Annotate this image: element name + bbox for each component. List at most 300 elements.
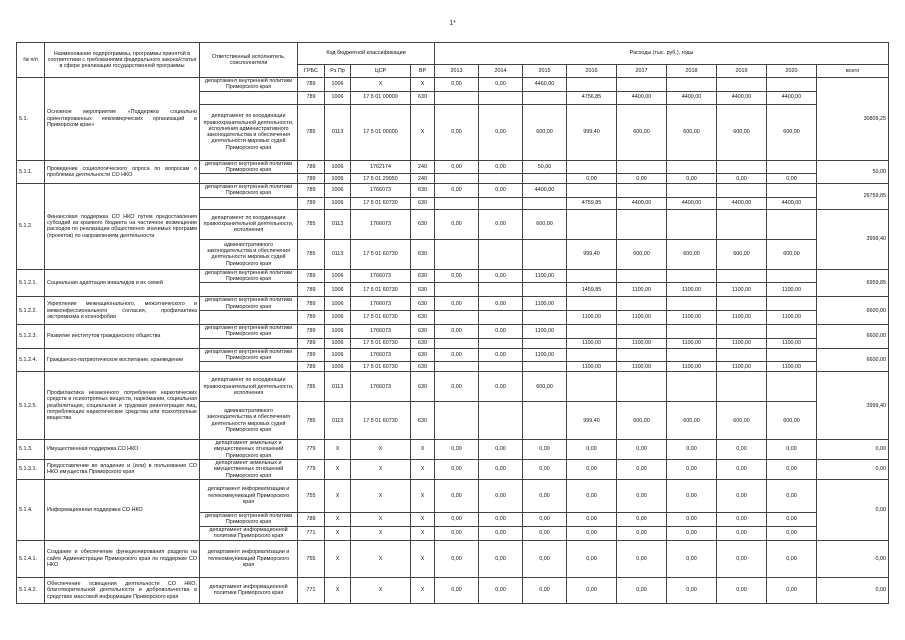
value-cell: 0,00 [479, 348, 523, 362]
value-cell [523, 402, 567, 440]
executor-cell: департамент внутренней политики Приморского края [200, 269, 298, 283]
value-cell [617, 160, 667, 174]
vr-cell: 240 [411, 174, 435, 184]
row-name: Создание и обеспечение функционирования раздела на сайте Администрации Приморского края по поддержке СО НКО [45, 540, 200, 577]
value-cell [567, 269, 617, 283]
grbs-cell: 771 [298, 577, 325, 603]
vr-cell: Х [411, 540, 435, 577]
vr-cell: Х [411, 479, 435, 512]
value-cell [479, 283, 523, 297]
grbs-cell: 789 [298, 283, 325, 297]
value-cell [667, 209, 717, 239]
vr-cell: Х [411, 460, 435, 480]
value-cell: 1100,00 [667, 283, 717, 297]
value-cell [717, 269, 767, 283]
table-row [17, 372, 889, 402]
csr-cell: 1766073 [351, 348, 411, 362]
value-cell: 1100,00 [767, 338, 817, 348]
row-number: 5.1.2. [17, 184, 45, 270]
grbs-cell: 789 [298, 91, 325, 104]
executor-cell: административного законодательства и обеспечения деятельности мировых судей Приморского края [200, 239, 298, 269]
header-year: 2020 [767, 65, 817, 78]
value-cell: 0,00 [617, 479, 667, 512]
csr-cell: 1766073 [351, 297, 411, 311]
csr-cell: Х [351, 577, 411, 603]
value-cell: 1100,00 [667, 362, 717, 372]
value-cell [479, 310, 523, 324]
rzpr-cell: 0113 [325, 402, 351, 440]
value-cell: 0,00 [567, 460, 617, 480]
value-cell: 600,00 [617, 402, 667, 440]
rzpr-cell: 1006 [325, 283, 351, 297]
value-cell [479, 402, 523, 440]
row-name: Финансовая поддержка СО НКО путем предоставления субсидий из краевого бюджета на частичное возмещение расходов по реализации общественно значимых программ (проектов) по направлениям деятельности [45, 184, 200, 270]
vr-cell: 630 [411, 269, 435, 283]
value-cell [717, 297, 767, 311]
value-cell: 999,40 [567, 239, 617, 269]
value-cell: 0,00 [767, 512, 817, 526]
value-cell: 600,00 [717, 402, 767, 440]
value-cell: 0,00 [479, 372, 523, 402]
grbs-cell: 785 [298, 239, 325, 269]
value-cell: 0,00 [479, 512, 523, 526]
executor-cell: департамент информационной политики Приморского края [200, 526, 298, 540]
value-cell [523, 239, 567, 269]
row-number: 5.1.2.3. [17, 324, 45, 348]
vr-cell: 630 [411, 362, 435, 372]
total-cell: 0,00 [817, 440, 889, 460]
value-cell: 4400,00 [667, 91, 717, 104]
value-cell: 0,00 [617, 460, 667, 480]
value-cell: 0,00 [435, 540, 479, 577]
grbs-cell: 789 [298, 310, 325, 324]
rzpr-cell: 1006 [325, 310, 351, 324]
value-cell: 1100,00 [717, 338, 767, 348]
value-cell: 600,00 [523, 104, 567, 160]
csr-cell: 1766073 [351, 372, 411, 402]
row-number: 5.1.1. [17, 160, 45, 184]
value-cell: 0,00 [435, 269, 479, 283]
vr-cell: Х [411, 440, 435, 460]
executor-cell: департамент внутренней политики Приморского края [200, 78, 298, 92]
value-cell: 0,00 [479, 577, 523, 603]
grbs-cell: 789 [298, 362, 325, 372]
table-row [17, 160, 889, 174]
value-cell: 4400,00 [717, 197, 767, 209]
grbs-cell: 789 [298, 160, 325, 174]
value-cell [435, 174, 479, 184]
total-cell: 0,00 [817, 479, 889, 540]
row-number: 5.1.4.2. [17, 577, 45, 603]
value-cell [435, 402, 479, 440]
value-cell [479, 174, 523, 184]
header-year: 2018 [667, 65, 717, 78]
executor-cell: департамент внутренней политики Приморского края [200, 184, 298, 198]
value-cell: 1100,00 [523, 348, 567, 362]
value-cell [479, 239, 523, 269]
budget-table [16, 42, 889, 604]
value-cell [479, 91, 523, 104]
value-cell: 0,00 [479, 540, 523, 577]
rzpr-cell: 1006 [325, 297, 351, 311]
value-cell: 1100,00 [717, 310, 767, 324]
csr-cell: 17 5 01 60730 [351, 362, 411, 372]
value-cell [523, 310, 567, 324]
value-cell: 0,00 [617, 174, 667, 184]
rzpr-cell: 1006 [325, 78, 351, 92]
value-cell: 0,00 [479, 526, 523, 540]
row-name: Проведение социологического опроса по вопросам о проблемах деятельности СО НКО [45, 160, 200, 184]
value-cell [717, 372, 767, 402]
header-rzpr: Рз Пр [325, 65, 351, 78]
value-cell: 0,00 [435, 297, 479, 311]
executor-cell: департамент информатизации и телекоммуникаций Приморского края [200, 479, 298, 512]
total-cell: 3999,40 [817, 209, 889, 269]
value-cell: 600,00 [667, 239, 717, 269]
rzpr-cell: Х [325, 540, 351, 577]
value-cell: 600,00 [617, 104, 667, 160]
value-cell: 1100,00 [667, 310, 717, 324]
value-cell: 0,00 [435, 324, 479, 338]
executor-cell: департамент внутренней политики Приморского края [200, 324, 298, 338]
executor-cell: департамент по координации правоохранительной деятельности, исполнения [200, 372, 298, 402]
vr-cell: 630 [411, 402, 435, 440]
value-cell: 0,00 [523, 512, 567, 526]
header-kbk: Код бюджетной классификации [298, 43, 435, 65]
value-cell: 0,00 [479, 104, 523, 160]
row-name: Обеспечение освещения деятельности СО НКО, благотворительной деятельности и добровольчества в средствах массовой информации Приморского края [45, 577, 200, 603]
value-cell [767, 297, 817, 311]
value-cell: 1459,85 [567, 283, 617, 297]
value-cell: 600,00 [717, 104, 767, 160]
value-cell [567, 160, 617, 174]
value-cell: 1100,00 [523, 269, 567, 283]
rzpr-cell: Х [325, 479, 351, 512]
value-cell: 0,00 [667, 440, 717, 460]
row-name: Укрепление межнационального, межэтнического и межконфессионального согласия, профилактика экстремизма и ксенофобии [45, 297, 200, 325]
total-cell: 3999,40 [817, 372, 889, 440]
value-cell [523, 174, 567, 184]
value-cell [435, 310, 479, 324]
row-name: Предоставление во владение и (или) в пользование СО НКО имущества Приморского края [45, 460, 200, 480]
grbs-cell: 785 [298, 372, 325, 402]
value-cell: 0,00 [567, 440, 617, 460]
executor-cell: департамент по координации правоохранительной деятельности, исполнения административного законодательства и обеспечения деятельности мировых судей Приморского края [200, 104, 298, 160]
value-cell [567, 209, 617, 239]
value-cell: 0,00 [435, 479, 479, 512]
csr-cell: 17 5 01 60730 [351, 310, 411, 324]
value-cell [523, 197, 567, 209]
csr-cell: 1762174 [351, 160, 411, 174]
value-cell [617, 348, 667, 362]
csr-cell: 17 5 01 00000 [351, 104, 411, 160]
value-cell: 0,00 [717, 512, 767, 526]
grbs-cell: 755 [298, 540, 325, 577]
value-cell [667, 78, 717, 92]
value-cell: 0,00 [435, 78, 479, 92]
value-cell: 0,00 [617, 577, 667, 603]
value-cell: 1100,00 [523, 297, 567, 311]
executor-cell: департамент внутренней политики Приморского края [200, 512, 298, 526]
rzpr-cell: 1006 [325, 362, 351, 372]
total-cell: 26759,85 [817, 184, 889, 210]
executor-cell: административного законодательства и обеспечения деятельности мировых судей Приморского края [200, 402, 298, 440]
value-cell: 1100,00 [617, 338, 667, 348]
value-cell: 0,00 [435, 372, 479, 402]
value-cell [435, 91, 479, 104]
header-vr: ВР [411, 65, 435, 78]
executor-cell: департамент внутренней политики Приморского края [200, 160, 298, 174]
value-cell [617, 209, 667, 239]
value-cell: 0,00 [435, 512, 479, 526]
total-cell: 0,00 [817, 460, 889, 480]
rzpr-cell: Х [325, 512, 351, 526]
csr-cell: 17 5 01 60730 [351, 283, 411, 297]
value-cell [479, 197, 523, 209]
rzpr-cell: 1006 [325, 269, 351, 283]
value-cell: 0,00 [567, 174, 617, 184]
executor-cell [200, 338, 298, 348]
vr-cell: 630 [411, 209, 435, 239]
header-total: всего [817, 65, 889, 78]
rzpr-cell: 1006 [325, 324, 351, 338]
executor-cell: департамент по координации правоохранительной деятельности, исполнения [200, 209, 298, 239]
value-cell [523, 91, 567, 104]
value-cell: 4400,00 [767, 197, 817, 209]
value-cell: 0,00 [435, 577, 479, 603]
value-cell [479, 338, 523, 348]
value-cell: 1100,00 [567, 338, 617, 348]
vr-cell: Х [411, 577, 435, 603]
header-year: 2014 [479, 65, 523, 78]
csr-cell: Х [351, 440, 411, 460]
value-cell: 1100,00 [617, 310, 667, 324]
rzpr-cell: Х [325, 526, 351, 540]
vr-cell: 630 [411, 348, 435, 362]
table-row [17, 297, 889, 311]
grbs-cell: 771 [298, 526, 325, 540]
value-cell: 1100,00 [767, 283, 817, 297]
value-cell [667, 372, 717, 402]
value-cell [667, 269, 717, 283]
value-cell: 0,00 [567, 512, 617, 526]
grbs-cell: 789 [298, 512, 325, 526]
value-cell [767, 372, 817, 402]
value-cell: 0,00 [479, 297, 523, 311]
total-cell: 0,00 [817, 577, 889, 603]
value-cell [767, 184, 817, 198]
value-cell: 999,40 [567, 104, 617, 160]
value-cell: 1100,00 [717, 362, 767, 372]
grbs-cell: 755 [298, 479, 325, 512]
value-cell: 0,00 [479, 78, 523, 92]
vr-cell: 240 [411, 160, 435, 174]
row-name: Информационная поддержка СО НКО [45, 479, 200, 540]
vr-cell: 630 [411, 372, 435, 402]
header-year: 2019 [717, 65, 767, 78]
value-cell: 0,00 [767, 460, 817, 480]
header-num: № п/п [17, 43, 45, 78]
value-cell: 4400,00 [717, 91, 767, 104]
value-cell: 1100,00 [767, 310, 817, 324]
value-cell: 600,00 [617, 239, 667, 269]
value-cell: 0,00 [667, 540, 717, 577]
csr-cell: 17 5 01 60730 [351, 239, 411, 269]
total-cell: 6600,00 [817, 324, 889, 348]
csr-cell: 17 5 01 60730 [351, 197, 411, 209]
executor-cell [200, 310, 298, 324]
value-cell: 0,00 [767, 526, 817, 540]
row-number: 5.1.2.2. [17, 297, 45, 325]
table-row [17, 269, 889, 283]
header-csr: ЦСР [351, 65, 411, 78]
grbs-cell: 789 [298, 338, 325, 348]
value-cell: 0,00 [435, 209, 479, 239]
value-cell: 4400,00 [767, 91, 817, 104]
value-cell [717, 209, 767, 239]
csr-cell: 1766073 [351, 324, 411, 338]
value-cell: 4400,00 [617, 91, 667, 104]
value-cell: 0,00 [523, 440, 567, 460]
value-cell: 0,00 [767, 440, 817, 460]
value-cell [617, 297, 667, 311]
value-cell [435, 338, 479, 348]
value-cell: 0,00 [435, 460, 479, 480]
executor-cell [200, 91, 298, 104]
vr-cell: 630 [411, 197, 435, 209]
value-cell: 600,00 [667, 402, 717, 440]
executor-cell: департамент внутренней политики Приморского края [200, 297, 298, 311]
value-cell: 4400,00 [617, 197, 667, 209]
rzpr-cell: 1006 [325, 160, 351, 174]
row-number: 5.1.2.5. [17, 372, 45, 440]
row-number: 5.1.4.1. [17, 540, 45, 577]
rzpr-cell: 0113 [325, 104, 351, 160]
row-name: Профилактика незаконного потребления наркотических средств и психотропных веществ, наркомании, социальная реабилитация, социальная и трудовая реинтеграция лиц, потребляющих наркотические средства или психотропные вещества [45, 372, 200, 440]
value-cell: 0,00 [667, 512, 717, 526]
header-year: 2013 [435, 65, 479, 78]
value-cell [667, 160, 717, 174]
value-cell [717, 324, 767, 338]
value-cell [567, 78, 617, 92]
vr-cell: 630 [411, 283, 435, 297]
value-cell [767, 324, 817, 338]
value-cell: 0,00 [435, 160, 479, 174]
value-cell [617, 372, 667, 402]
total-cell: 6600,00 [817, 348, 889, 372]
value-cell: 0,00 [435, 348, 479, 362]
value-cell: 1100,00 [567, 310, 617, 324]
value-cell [567, 324, 617, 338]
csr-cell: 1766073 [351, 269, 411, 283]
value-cell: 0,00 [717, 460, 767, 480]
executor-cell: департамент информационной политики Приморского края [200, 577, 298, 603]
table-row [17, 440, 889, 460]
value-cell: 1100,00 [617, 362, 667, 372]
value-cell: 0,00 [567, 526, 617, 540]
header-executor: Ответственный исполнитель, соисполнители [200, 43, 298, 78]
value-cell [435, 197, 479, 209]
table-row [17, 348, 889, 362]
csr-cell: 17 5 01 29950 [351, 174, 411, 184]
csr-cell: 17 5 01 60730 [351, 402, 411, 440]
csr-cell: Х [351, 540, 411, 577]
vr-cell: Х [411, 526, 435, 540]
csr-cell: Х [351, 78, 411, 92]
value-cell: 1100,00 [767, 362, 817, 372]
value-cell: 600,00 [523, 372, 567, 402]
value-cell [523, 362, 567, 372]
value-cell: 1100,00 [667, 338, 717, 348]
csr-cell: 1766073 [351, 184, 411, 198]
value-cell: 0,00 [767, 174, 817, 184]
value-cell [667, 348, 717, 362]
value-cell [767, 160, 817, 174]
grbs-cell: 789 [298, 197, 325, 209]
value-cell [617, 269, 667, 283]
grbs-cell: 789 [298, 348, 325, 362]
rzpr-cell: 0113 [325, 209, 351, 239]
value-cell: 600,00 [767, 104, 817, 160]
grbs-cell: 785 [298, 104, 325, 160]
rzpr-cell: Х [325, 460, 351, 480]
executor-cell [200, 283, 298, 297]
header-name: Наименование подпрограммы, программы принятой в соответствии с требованиями федерального закона/статья в сфере реализации государственной программы [45, 43, 200, 78]
table-row [17, 460, 889, 480]
value-cell: 600,00 [767, 239, 817, 269]
value-cell: 0,00 [767, 540, 817, 577]
value-cell: 0,00 [479, 324, 523, 338]
table-row [17, 540, 889, 577]
value-cell [667, 324, 717, 338]
grbs-cell: 789 [298, 324, 325, 338]
row-name: Гражданско-патриотическое воспитание, краеведение [45, 348, 200, 372]
csr-cell: Х [351, 526, 411, 540]
value-cell [667, 184, 717, 198]
executor-cell: департамент земельных и имущественных отношений Приморского края [200, 440, 298, 460]
table-row [17, 479, 889, 512]
value-cell: 0,00 [435, 184, 479, 198]
total-cell: 6600,00 [817, 297, 889, 325]
value-cell [567, 348, 617, 362]
row-number: 5.1.2.4. [17, 348, 45, 372]
value-cell [717, 160, 767, 174]
value-cell [567, 372, 617, 402]
value-cell: 0,00 [479, 440, 523, 460]
row-name: Имущественная поддержка СО НКО [45, 440, 200, 460]
header-year: 2015 [523, 65, 567, 78]
value-cell: 0,00 [479, 184, 523, 198]
value-cell: 1100,00 [567, 362, 617, 372]
value-cell [435, 283, 479, 297]
csr-cell: 17 5 01 00000 [351, 91, 411, 104]
rzpr-cell: Х [325, 440, 351, 460]
value-cell [767, 348, 817, 362]
table-row [17, 78, 889, 92]
value-cell: 0,00 [617, 526, 667, 540]
value-cell: 0,00 [717, 540, 767, 577]
value-cell: 0,00 [667, 174, 717, 184]
executor-cell [200, 174, 298, 184]
grbs-cell: 779 [298, 460, 325, 480]
value-cell [717, 78, 767, 92]
value-cell: 600,00 [667, 104, 717, 160]
executor-cell: департамент внутренней политики Приморского края [200, 348, 298, 362]
value-cell: 999,40 [567, 402, 617, 440]
vr-cell: Х [411, 512, 435, 526]
grbs-cell: 785 [298, 209, 325, 239]
rzpr-cell: 1006 [325, 338, 351, 348]
